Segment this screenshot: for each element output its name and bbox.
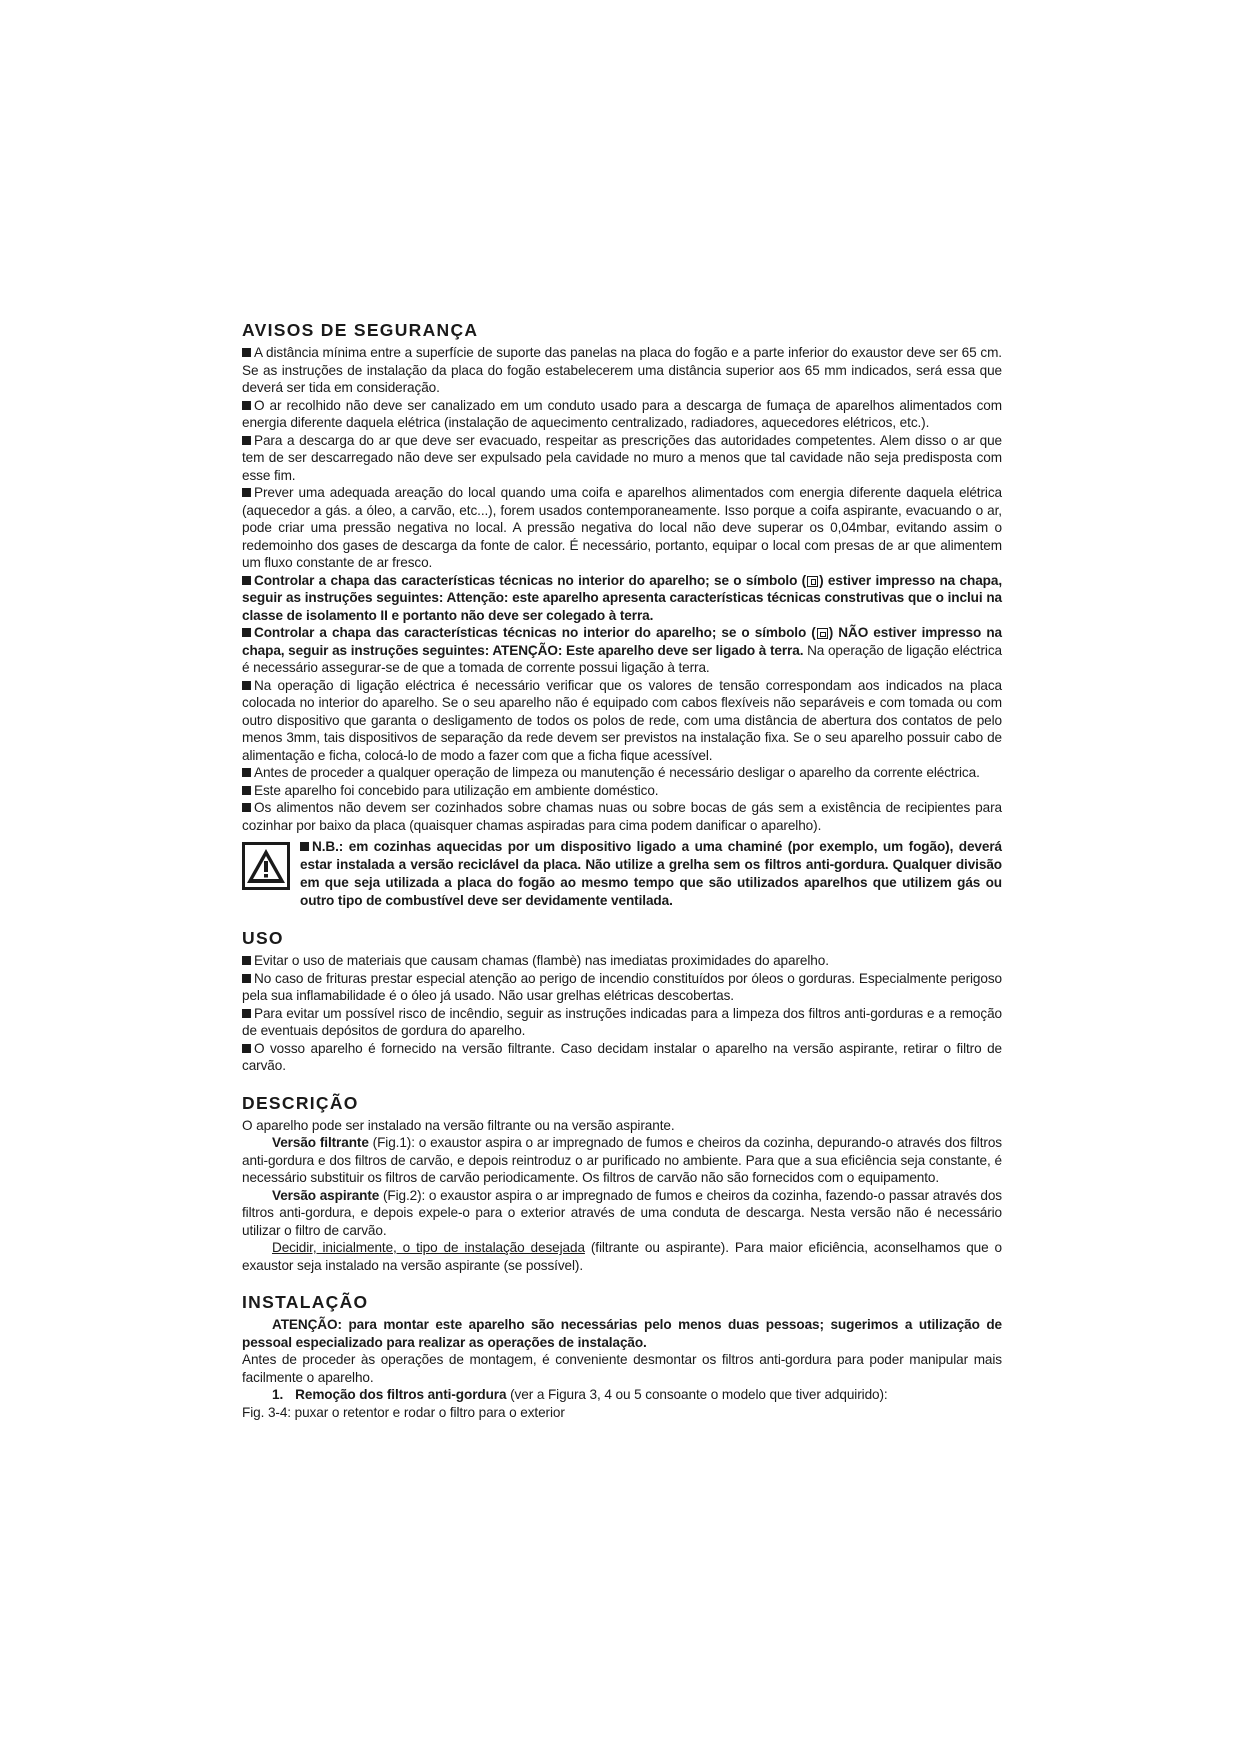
bullet-square-icon bbox=[242, 786, 251, 795]
paragraph: Prever uma adequada areação do local quando uma coifa e aparelhos alimentados com energia diferente daquela elétrica (aquecedor a gás. a óleo, a carvão, etc...), forem usados contemporaneamente. Isso porque a coifa aspirante, evacuando o ar, pode criar uma pressão negativa no local. A pressão negativa do local não deve superar os 0,04mbar, evitando assim o redemoinho dos gases de descarga da fonte de calor. É necessário, portanto, equipar o local com presas de ar que alimentem um fluxo constante de ar fresco. bbox=[242, 485, 1002, 570]
section-descricao bbox=[242, 1092, 1002, 1275]
bullet-square-icon bbox=[242, 1009, 251, 1018]
paragraph: 1. Remoção dos filtros anti-gordura (ver a Figura 3, 4 ou 5 consoante o modelo que tiver adquirido): bbox=[272, 1387, 888, 1402]
paragraph: Os alimentos não devem ser cozinhados sobre chamas nuas ou sobre bocas de gás sem a existência de recipientes para cozinhar por baixo da placa (quaisquer chamas aspiradas para cima podem danificar o aparelho). bbox=[242, 800, 1002, 833]
paragraph: Na operação di ligação eléctrica é necessário verificar que os valores de tensão correspondam aos indicados na placa colocada no interior do aparelho. Se o seu aparelho não é equipado com cabos flexíveis não separáveis e com tomada ou com outro dispositivo que garanta o desligamento de todos os polos de rede, com uma distância de abertura dos contatos de pelo menos 3mm, tais dispositivos de separação da rede devem ser previstos na instalação fixa. Se o seu aparelho possuir cabo de alimentação e ficha, colocá-lo de modo a fazer com que a ficha fique acessível. bbox=[242, 677, 1002, 763]
paragraph: Controlar a chapa das características técnicas no interior do aparelho; se o símbolo ( ) NÃO estiver impresso na chapa, seguir as instruções seguintes: ATENÇÃO: Este aparelho deve ser ligado à terra. Na operação de ligação eléctrica é necessário assegurar-se de que a tomada de corrente possui ligação à terra. bbox=[242, 625, 1002, 675]
nb-paragraph: N.B.: em cozinhas aquecidas por um dispositivo ligado a uma chaminé (por exemplo, um fogão), deverá estar instalada a versão reciclável da placa. Não utilize a grelha sem os filtros anti-gordura. Qualquer divisão em que seja utilizada a placa do fogão ao mesmo tempo que são utilizados aparelhos que utilizem gás ou outro tipo de combustível deve ser devidamente ventilada. bbox=[300, 839, 1002, 908]
bullet-square-icon bbox=[242, 1044, 251, 1053]
section-title: AVISOS DE SEGURANÇA bbox=[242, 320, 479, 340]
paragraph: Versão filtrante (Fig.1): o exaustor aspira o ar impregnado de fumos e cheiros da cozinha, depurando-o através dos filtros anti-gordura e dos filtros de carvão, e depois reintroduz o ar purificado no ambiente. Para que a sua eficiência seja constante, é necessário substituir os filtros de carvão periodicamente. Os filtros de carvão não são fornecidos com o equipamento. bbox=[242, 1135, 1002, 1185]
paragraph: O vosso aparelho é fornecido na versão filtrante. Caso decidam instalar o aparelho na versão aspirante, retirar o filtro de carvão. bbox=[242, 1040, 1002, 1073]
section-title: DESCRIÇÃO bbox=[242, 1092, 359, 1113]
section-title: INSTALAÇÃO bbox=[242, 1292, 369, 1312]
section-avisos bbox=[242, 319, 1002, 910]
bullet-square-icon bbox=[242, 628, 251, 637]
paragraph: ATENÇÃO: para montar este aparelho são necessárias pelo menos duas pessoas; sugerimos a utilização de pessoal especializado para realizar as operações de instalação. bbox=[242, 1317, 1002, 1350]
paragraph: No caso de frituras prestar especial atenção ao perigo de incendio constituídos por óleos o gorduras. Especialmente perigoso pela sua inflamabilidade é o óleo já usado. Não usar grelhas elétricas descobertas. bbox=[242, 970, 1002, 1003]
bullet-square-icon bbox=[242, 401, 251, 410]
paragraph: Controlar a chapa das características técnicas no interior do aparelho; se o símbolo ( ) estiver impresso na chapa, seguir as instruções seguintes: Attenção: este aparelho apresenta características técnicas construtivas que o inclui na classe de isolamento II e portanto não deve ser colegado à terra. bbox=[242, 572, 1002, 623]
section-uso bbox=[242, 927, 1002, 1075]
paragraph: Versão aspirante (Fig.2): o exaustor aspira o ar impregnado de fumos e cheiros da cozinha, fazendo-o passar através dos filtros anti-gordura, e depois expele-o para o exterior através de uma conduta de descarga. Nesta versão não é necessário utilizar o filtro de carvão. bbox=[242, 1187, 1002, 1238]
bullet-square-icon bbox=[242, 348, 251, 357]
bullet-square-icon bbox=[242, 803, 251, 812]
paragraph: Antes de proceder a qualquer operação de limpeza ou manutenção é necessário desligar o aparelho da corrente eléctrica. bbox=[242, 764, 1002, 782]
paragraph: Evitar o uso de materiais que causam chamas (flambè) nas imediatas proximidades do aparelho. bbox=[242, 952, 1002, 970]
bullet-square-icon bbox=[242, 956, 251, 965]
paragraph: Antes de proceder às operações de montagem, é conveniente desmontar os filtros anti-gordura para poder manipular mais facilmente o aparelho. bbox=[242, 1352, 1002, 1385]
section-instalacao bbox=[242, 1291, 1002, 1421]
bullet-square-icon bbox=[242, 974, 251, 983]
paragraph: O aparelho pode ser instalado na versão filtrante ou na versão aspirante. bbox=[242, 1117, 675, 1133]
bullet-square-icon bbox=[242, 681, 251, 690]
paragraph: Fig. 3-4: puxar o retentor e rodar o filtro para o exterior bbox=[242, 1404, 565, 1420]
paragraph: Para a descarga do ar que deve ser evacuado, respeitar as prescrições das autoridades competentes. Alem disso o ar que tem de ser descarregado não deve ser expulsado pela cavidade no muro a menos que tal cavidade não seja predisposta com esse fim. bbox=[242, 432, 1002, 483]
bullet-square-icon bbox=[242, 436, 251, 445]
bullet-square-icon bbox=[242, 768, 251, 777]
warning-note bbox=[242, 838, 1002, 910]
bullet-square-icon bbox=[242, 576, 251, 585]
paragraph: O ar recolhido não deve ser canalizado em um conduto usado para a descarga de fumaça de aparelhos alimentados com energia diferente daquela elétrica (instalação de aquecimento centralizado, radiadores, aquecedores elétricos, etc.). bbox=[242, 397, 1002, 430]
paragraph: Para evitar um possível risco de incêndio, seguir as instruções indicadas para a limpeza dos filtros anti-gorduras e a remoção de eventuais depósitos de gordura do aparelho. bbox=[242, 1005, 1002, 1038]
bullet-square-icon bbox=[242, 488, 251, 497]
class-ii-insulation-icon bbox=[807, 576, 818, 587]
paragraph: Decidir, inicialmente, o tipo de instalação desejada (filtrante ou aspirante). Para maior eficiência, aconselhamos que o exaustor seja instalado na versão aspirante (se possível). bbox=[242, 1240, 1002, 1273]
warning-triangle-icon bbox=[242, 842, 290, 890]
bullet-square-icon bbox=[300, 842, 309, 851]
paragraph: A distância mínima entre a superfície de suporte das panelas na placa do fogão e a parte inferior do exaustor deve ser 65 cm. Se as instruções de instalação da placa do fogão estabelecerem uma distância superior aos 65 mm indicados, será essa que deverá ser tida em consideração. bbox=[242, 345, 1002, 395]
document-body bbox=[242, 319, 1002, 1438]
paragraph: Este aparelho foi concebido para utilização em ambiente doméstico. bbox=[242, 782, 1002, 800]
class-ii-insulation-icon bbox=[817, 628, 828, 639]
section-title: USO bbox=[242, 928, 284, 948]
